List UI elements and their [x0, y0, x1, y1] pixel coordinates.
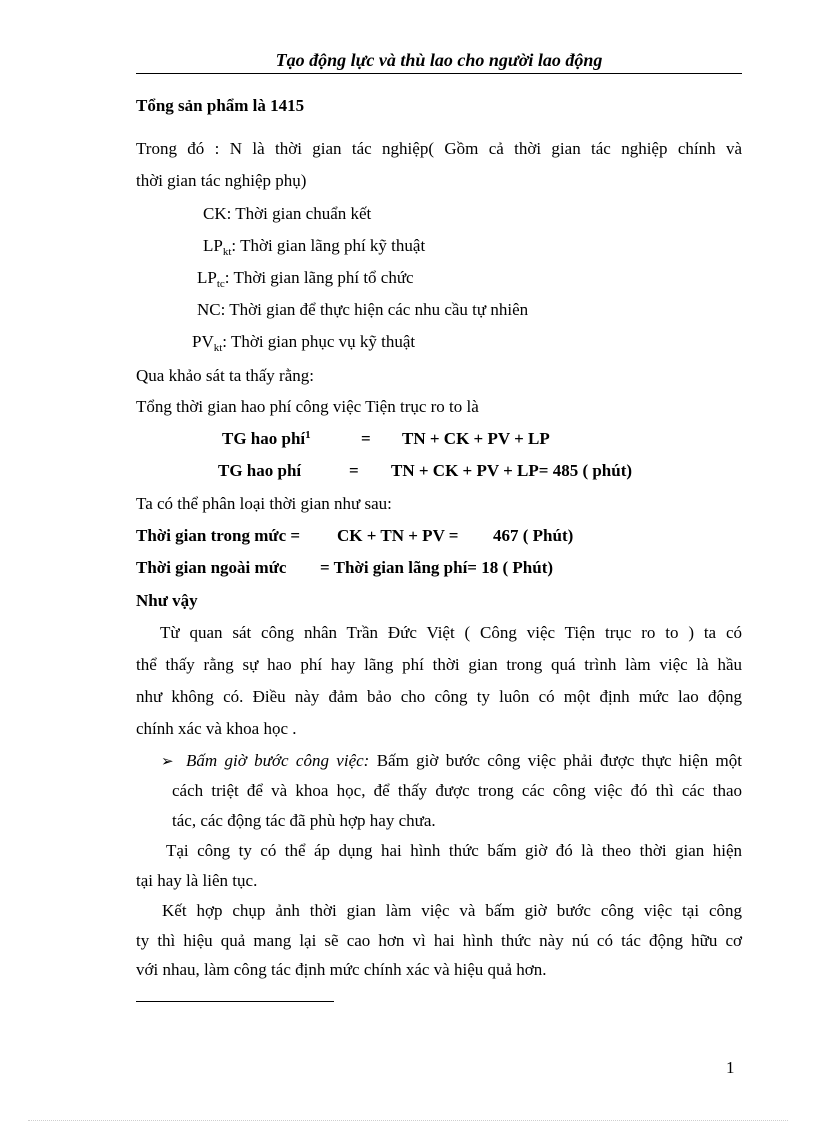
- definition-nc-text: : Thời gian để thực hiện các nhu cầu tự nhiên: [220, 300, 529, 319]
- in-norm-value: 467 ( Phút): [493, 526, 574, 545]
- paragraph-3-line-1: Kết hợp chụp ảnh thời gian làm việc và bấm giờ bước công việc tại công: [162, 901, 742, 920]
- definition-lptc-label: LP: [197, 268, 217, 287]
- definition-pvkt-label: PV: [192, 332, 214, 351]
- paragraph-3-line-3: với nhau, làm công tác định mức chính xác và hiệu quả hơn.: [136, 960, 547, 979]
- conclusion-line-2: thể thấy rằng sự hao phí hay lãng phí thời gian trong quá trình làm việc là hầu: [136, 655, 742, 674]
- bullet-line-1-text: Bấm giờ bước công việc phải được thực hiện một: [376, 751, 742, 770]
- definition-pvkt: [192, 332, 415, 352]
- conclusion-line-4: chính xác và khoa học .: [136, 719, 297, 738]
- conclusion-heading: Như vậy: [136, 591, 198, 610]
- page-number: 1: [726, 1058, 735, 1077]
- formula-1-label: [222, 429, 311, 449]
- definition-nc: [197, 300, 528, 320]
- out-norm-label: Thời gian ngoài mức: [136, 558, 287, 577]
- total-products-line: Tổng sản phẩm là 1415: [136, 96, 305, 115]
- bullet-line-3: tác, các động tác đã phù hợp hay chưa.: [172, 811, 436, 830]
- survey-line-2: Tổng thời gian hao phí công việc Tiện trục ro to là: [136, 397, 479, 416]
- definition-lptc-sub: tc: [216, 278, 225, 290]
- definition-lpkt-sub: kt: [222, 246, 232, 258]
- paragraph-2-line-1: Tại công ty có thể áp dụng hai hình thức bấm giờ đó là theo thời gian hiện: [166, 841, 742, 860]
- header-rule: [136, 73, 742, 74]
- page-bottom-border: [28, 1120, 788, 1121]
- formula-2-equals: =: [349, 461, 359, 480]
- in-norm-label: Thời gian trong mức =: [136, 526, 301, 545]
- definition-ck-text: : Thời gian chuẩn kết: [226, 204, 372, 223]
- definition-ck: [203, 204, 371, 224]
- footnote-separator: [136, 1001, 334, 1002]
- definitions-intro-line-1: Trong đó : N là thời gian tác nghiệp( Gồm cả thời gian tác nghiệp chính và: [136, 139, 742, 158]
- paragraph-2-line-2: tại hay là liên tục.: [136, 871, 258, 890]
- classification-intro: Ta có thể phân loại thời gian như sau:: [136, 494, 392, 513]
- bullet-term: Bấm giờ bước công việc:: [186, 751, 370, 770]
- bullet-line-1: [186, 751, 742, 771]
- definitions-intro-line-2: thời gian tác nghiệp phụ): [136, 171, 307, 190]
- formula-1-rhs: TN + CK + PV + LP: [402, 429, 550, 448]
- formula-1-footnote-mark: 1: [305, 429, 311, 441]
- definition-lpkt: [203, 236, 425, 256]
- paragraph-3-line-2: ty thì hiệu quả mang lại sẽ cao hơn vì hai hình thức này nú có tác động hữu cơ: [136, 931, 742, 950]
- survey-line-1: Qua khảo sát ta thấy rằng:: [136, 366, 314, 385]
- formula-2-label: TG hao phí: [218, 461, 302, 480]
- conclusion-line-1: Từ quan sát công nhân Trần Đức Việt ( Công việc Tiện trục ro to ) ta có: [160, 623, 742, 642]
- definition-lptc-text: : Thời gian lãng phí tổ chức: [224, 268, 414, 287]
- bullet-line-2: cách triệt để và khoa học, để thấy được trong các công việc đó thì các thao: [172, 781, 742, 800]
- in-norm-formula: CK + TN + PV =: [337, 526, 459, 545]
- formula-2-rhs: TN + CK + PV + LP= 485 ( phút): [391, 461, 633, 480]
- definition-ck-label: CK: [203, 204, 227, 223]
- definition-lpkt-text: : Thời gian lãng phí kỹ thuật: [231, 236, 426, 255]
- page-header-title: Tạo động lực và thù lao cho người lao động: [275, 50, 603, 70]
- definition-nc-label: NC: [197, 300, 221, 319]
- definition-lptc: [197, 268, 414, 288]
- definition-pvkt-text: : Thời gian phục vụ kỹ thuật: [222, 332, 416, 351]
- out-norm-formula: = Thời gian lãng phí= 18 ( Phút): [320, 558, 554, 577]
- bullet-arrow-icon: ➢: [161, 754, 174, 770]
- definition-lpkt-label: LP: [203, 236, 223, 255]
- definition-pvkt-sub: kt: [213, 342, 223, 354]
- conclusion-line-3: như không có. Điều này đảm bảo cho công ty luôn có một định mức lao động: [136, 687, 742, 706]
- formula-1-label-text: TG hao phí: [222, 429, 306, 448]
- formula-1-equals: =: [361, 429, 371, 448]
